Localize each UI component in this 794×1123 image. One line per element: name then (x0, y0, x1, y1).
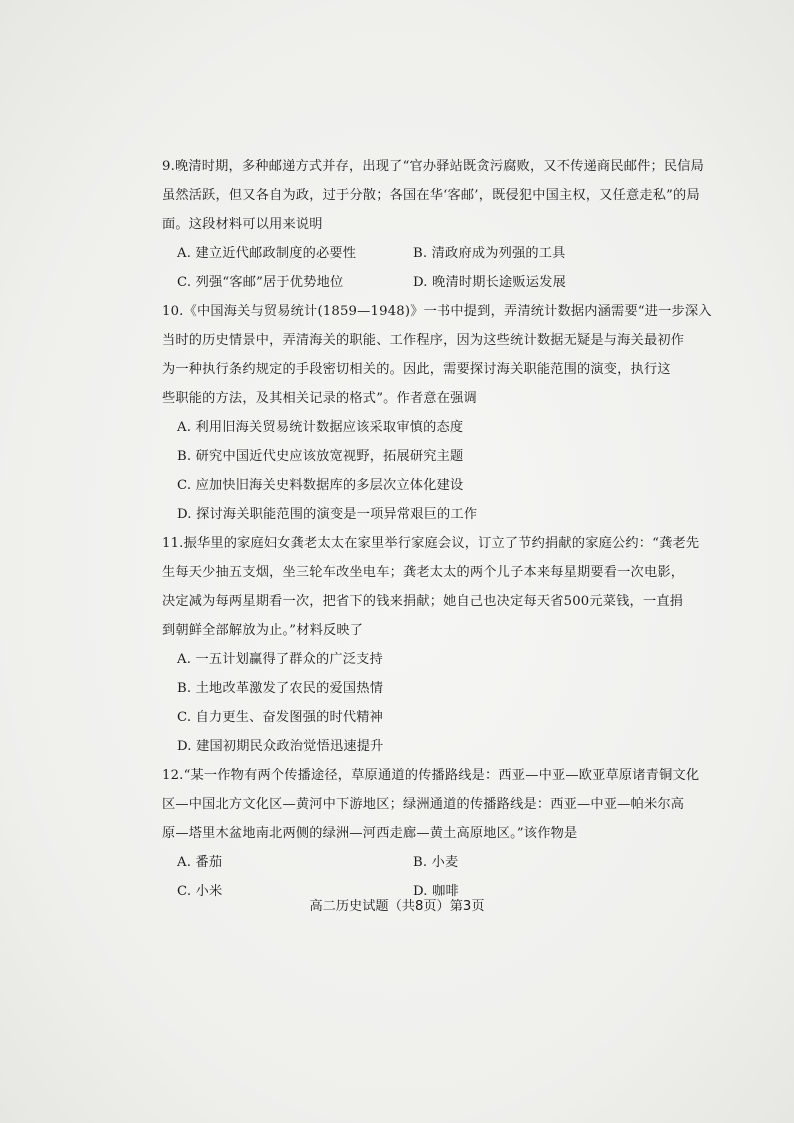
question-9-line-1: 9.晚清时期，多种邮递方式并存，出现了“官办驿站既贪污腐败，又不传递商民邮件；民信局 (162, 159, 705, 174)
question-11-line-1: 11.振华里的家庭妇女龚老太太在家里举行家庭会议，订立了节约捐献的家庭公约：“龚老先 (162, 536, 700, 551)
question-9-options (162, 239, 652, 297)
question-11-option-b: B. 土地改革激发了农民的爱国热情 (177, 681, 384, 696)
question-12 (162, 761, 700, 906)
question-10-option-b: B. 研究中国近代史应该放宽视野，拓展研究主题 (177, 449, 464, 464)
question-9-option-c: C. 列强“客邮”居于优势地位 (177, 275, 344, 290)
question-9-option-d: D. 晚清时期长途贩运发展 (413, 275, 566, 290)
question-12-line-2: 区—中国北方文化区—黄河中下游地区；绿洲通道的传播路线是：西亚—中亚—帕米尔高 (162, 797, 685, 812)
question-11-line-3: 决定减为每两星期看一次，把省下的钱来捐献；她自己也决定每天省500元菜钱，一直捐 (162, 594, 684, 609)
question-9 (162, 152, 705, 297)
question-12-option-a: A. 番茄 (177, 855, 223, 870)
question-10-line-1: 10.《中国海关与贸易统计(1859—1948)》一书中提到，弄清统计数据内涵需要“进一步深入 (162, 304, 712, 319)
question-9-line-3: 面。这段材料可以用来说明 (162, 217, 323, 232)
question-10-option-d: D. 探讨海关职能范围的演变是一项异常艰巨的工作 (177, 507, 478, 522)
question-10-line-4: 些职能的方法，及其相关记录的格式”。作者意在强调 (162, 391, 477, 406)
question-10-option-a: A. 利用旧海关贸易统计数据应该采取审慎的态度 (177, 420, 464, 435)
question-12-option-d: D. 咖啡 (413, 884, 459, 899)
question-10 (162, 297, 712, 529)
question-12-option-b: B. 小麦 (413, 855, 459, 870)
question-9-option-b: B. 清政府成为列强的工具 (413, 246, 566, 261)
question-11-option-a: A. 一五计划赢得了群众的广泛支持 (177, 652, 383, 667)
question-10-line-3: 为一种执行条约规定的手段密切相关的。因此，需要探讨海关职能范围的演变，执行这 (162, 362, 671, 377)
question-11-line-2: 生每天少抽五支烟，坐三轮车改坐电车；龚老太太的两个儿子本来每星期要看一次电影， (162, 565, 685, 580)
question-11-option-c: C. 自力更生、奋发图强的时代精神 (177, 710, 384, 725)
question-10-option-c: C. 应加快旧海关史料数据库的多层次立体化建设 (177, 478, 464, 493)
question-11 (162, 529, 700, 761)
question-10-line-2: 当时的历史情景中，弄清海关的职能、工作程序，因为这些统计数据无疑是与海关最初作 (162, 333, 685, 348)
question-9-option-a: A. 建立近代邮政制度的必要性 (177, 246, 357, 261)
question-12-option-c: C. 小米 (177, 884, 223, 899)
question-list (162, 152, 712, 906)
question-9-line-2: 虽然活跃，但又各自为政，过于分散；各国在华‘客邮’，既侵犯中国主权，又任意走私”的局 (162, 188, 700, 203)
question-12-line-1: 12.“某一作物有两个传播途径，草原通道的传播路线是：西亚—中亚—欧亚草原诸青铜文化 (162, 768, 700, 783)
question-11-line-4: 到朝鲜全部解放为止。”材料反映了 (162, 623, 364, 638)
page-footer: 高二历史试题（共8页）第3页 (309, 899, 485, 914)
question-12-line-3: 原—塔里木盆地南北两侧的绿洲—河西走廊—黄土高原地区。”该作物是 (162, 826, 578, 841)
question-11-option-d: D. 建国初期民众政治觉悟迅速提升 (177, 739, 384, 754)
